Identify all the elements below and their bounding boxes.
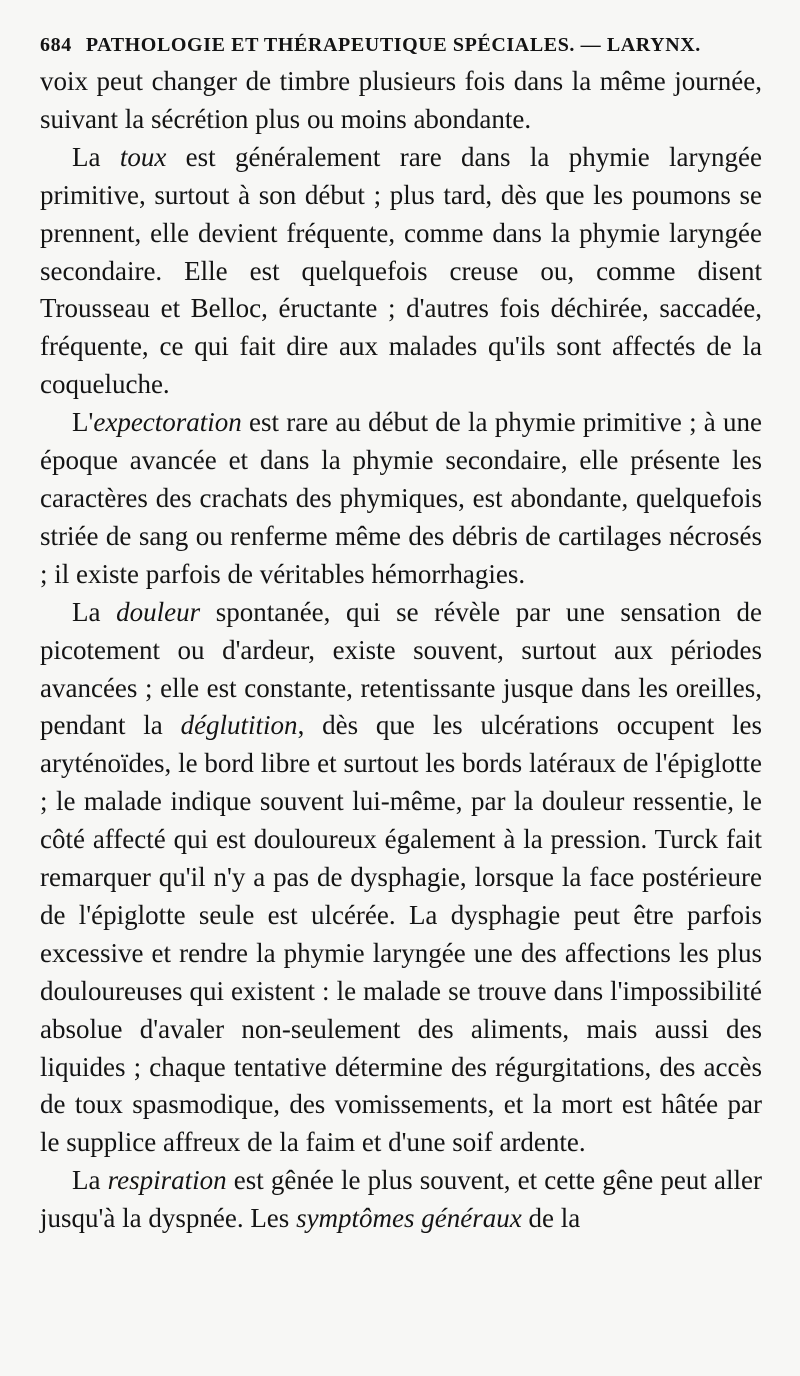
text-run: L' (72, 407, 94, 438)
paragraph (40, 594, 762, 1163)
text-run: voix peut changer de timbre plusieurs fois dans la même journée, suivant la sécrétion plus ou moins abondante. (40, 66, 762, 134)
italic-term: respiration (107, 1165, 227, 1196)
italic-term: toux (119, 141, 167, 172)
body-text (40, 63, 762, 1238)
italic-term: déglutition (180, 710, 298, 741)
text-run: La (72, 1165, 108, 1196)
italic-term: douleur (116, 596, 201, 627)
text-run: de la (521, 1203, 581, 1234)
text-run: , dès que les ulcérations occupent les aryténoïdes, le bord libre et surtout les bords latéraux de l'épiglotte ; le malade indique souvent lui-même, par la douleur ressentie, le côté affecté qui est douloureux également à la pression. Turck fait remarquer qu'il n'y a pas de dysphagie, lorsque la face postérieure de l'épiglotte seule est ulcérée. La dysphagie peut être parfois excessive et rendre la phymie laryngée une des affections les plus douloureuses qui existent : le malade se trouve dans l'impossibilité absolue d'avaler non-seulement des aliments, mais aussi des liquides ; chaque tentative détermine des régurgitations, des accès de toux spasmodique, des vomissements, et la mort est hâtée par le supplice affreux de la faim et d'une soif ardente. (40, 710, 762, 1158)
page-number: 684 (40, 34, 72, 56)
text-run: est gênée le plus souvent, et cette gêne peut aller jusqu'à la dyspnée. Les (40, 1165, 762, 1234)
text-run: est rare au début de la phymie primitive ; à une époque avancée et dans la phymie secondaire, elle présente les caractères des crachats des phymiques, est abondante, quelquefois striée de sang ou renferme même des débris de cartilages nécrosés ; il existe parfois de véritables hémorrhagies. (40, 407, 762, 589)
text-run: La (72, 596, 117, 627)
text-run: spontanée, qui se révèle par une sensation de picotement ou d'ardeur, existe souvent, surtout aux périodes avancées ; elle est constante, retentissante jusque dans les oreilles, pendant la (40, 596, 763, 741)
italic-term: expectoration (93, 407, 242, 438)
paragraph (40, 139, 762, 404)
running-header (40, 34, 762, 57)
text-run: La (72, 141, 120, 172)
running-title: PATHOLOGIE ET THÉRAPEUTIQUE SPÉCIALES. — LARYNX. (85, 34, 701, 56)
italic-term: symptômes généraux (296, 1203, 522, 1234)
text-run: est généralement rare dans la phymie laryngée primitive, surtout à son début ; plus tard, dès que les poumons se prennent, elle devient fréquente, comme dans la phymie laryngée secondaire. Elle est quelquefois creuse ou, comme disent Trousseau et Belloc, éructante ; d'autres fois déchirée, saccadée, fréquente, ce qui fait dire aux malades qu'ils sont affectés de la coqueluche. (40, 141, 762, 400)
paragraph (40, 1162, 762, 1238)
paragraph (40, 63, 762, 139)
paragraph (40, 404, 762, 594)
